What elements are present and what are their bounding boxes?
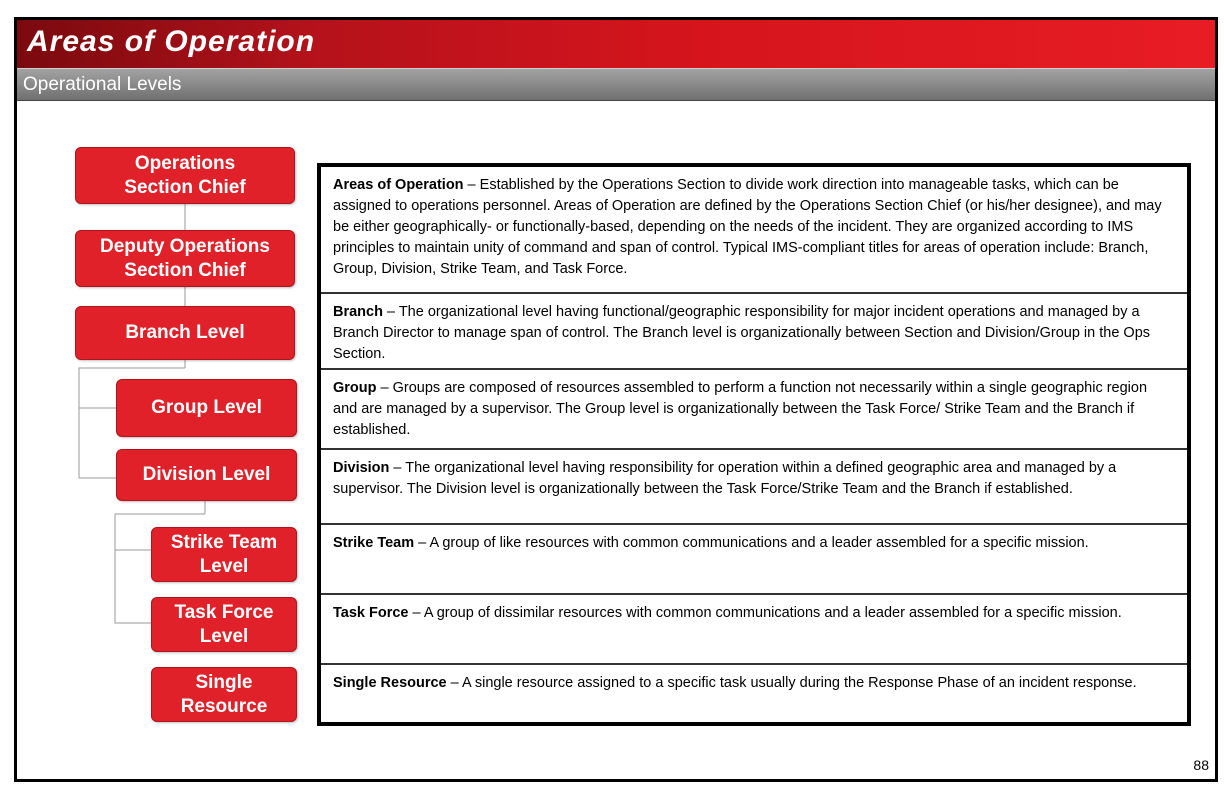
node-group-level bbox=[116, 379, 297, 437]
definition-term: Task Force bbox=[333, 605, 409, 621]
definition-row bbox=[321, 665, 1187, 722]
definition-term: Areas of Operation bbox=[333, 177, 464, 193]
page-title: Areas of Operation bbox=[27, 25, 316, 58]
node-label: Division Level bbox=[142, 464, 271, 485]
page-number: 88 bbox=[1193, 757, 1209, 773]
definition-term: Branch bbox=[333, 304, 383, 320]
definition-row bbox=[321, 370, 1187, 450]
definition-text: – Groups are composed of resources assembled to perform a function not necessarily within a single geographic region and are managed by a supervisor. The Group level is organizationally between the Task Force/ Strike Team and the Branch if established. bbox=[333, 380, 1148, 438]
node-operations-section-chief bbox=[75, 147, 295, 204]
node-task-force-level bbox=[151, 597, 297, 652]
node-branch-level bbox=[75, 306, 295, 360]
definition-term: Single Resource bbox=[333, 675, 447, 691]
connector-division-taskforce bbox=[115, 550, 151, 623]
definition-row bbox=[321, 167, 1187, 294]
definition-text: – A group of dissimilar resources with common communications and a leader assembled for a specific mission. bbox=[408, 605, 1122, 621]
node-label: Strike Team Level bbox=[170, 531, 278, 577]
definition-text: – The organizational level having responsibility for operation within a defined geographic area and managed by a supervisor. The Division level is organizationally between the Task Force/Strike Team and the Branch if established. bbox=[333, 460, 1117, 497]
node-label: Group Level bbox=[151, 397, 262, 418]
node-division-level bbox=[116, 449, 297, 501]
definition-text: – Established by the Operations Section to divide work direction into manageable tasks, which can be assigned to operations personnel. Areas of Operation are defined by the Operations Section Chief (or his/her designee), and may be either geographically- or functionally-based, depending on the needs of the incident. They are organized according to IMS principles to maintain unity of command and span of control. Typical IMS-compliant titles for areas of operation include: Branch, Group, Division, Strike Team, and Task Force. bbox=[333, 177, 1162, 277]
node-label: Deputy Operations Section Chief bbox=[100, 235, 270, 281]
node-strike-team-level bbox=[151, 527, 297, 582]
node-label: Task Force Level bbox=[174, 601, 274, 647]
node-label: Operations Section Chief bbox=[124, 152, 246, 198]
definition-row bbox=[321, 525, 1187, 595]
connector-branch-division bbox=[79, 408, 116, 478]
definition-text: – A single resource assigned to a specific task usually during the Response Phase of an incident response. bbox=[446, 675, 1137, 691]
node-label: Single Resource bbox=[180, 671, 268, 717]
definitions-table bbox=[317, 163, 1191, 726]
definition-row bbox=[321, 450, 1187, 525]
definition-term: Division bbox=[333, 460, 390, 476]
definition-row bbox=[321, 294, 1187, 370]
definition-row bbox=[321, 595, 1187, 665]
node-label: Branch Level bbox=[125, 322, 245, 343]
node-single-resource bbox=[151, 667, 297, 722]
node-deputy-operations-section-chief bbox=[75, 230, 295, 287]
definition-text: – The organizational level having functional/geographic responsibility for major incident operations and managed by a Branch Director to manage span of control. The Branch level is organizationally between Section and Division/Group in the Ops Section. bbox=[333, 304, 1151, 362]
definition-term: Strike Team bbox=[333, 535, 415, 551]
slide bbox=[14, 17, 1218, 782]
definition-text: – A group of like resources with common communications and a leader assembled for a specific mission. bbox=[414, 535, 1089, 551]
definition-term: Group bbox=[333, 380, 377, 396]
page-subtitle: Operational Levels bbox=[23, 74, 182, 95]
